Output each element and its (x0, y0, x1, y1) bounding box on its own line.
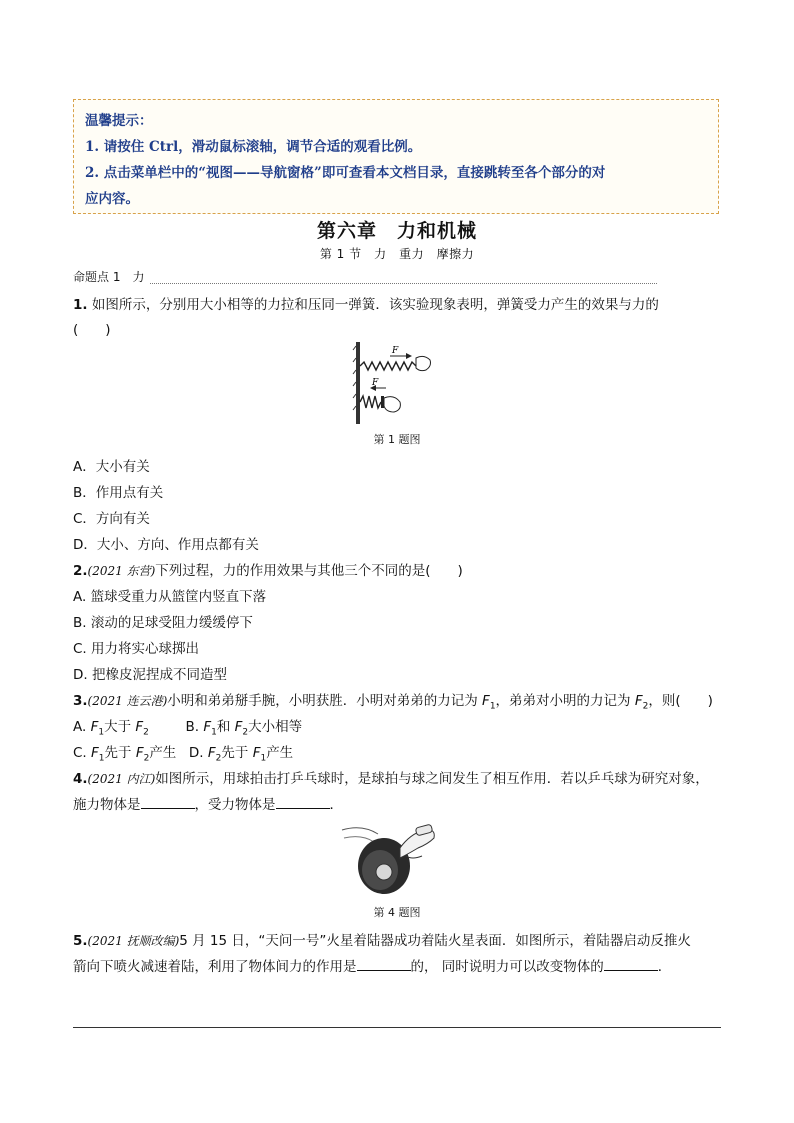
q3-options-row-1 (73, 715, 302, 738)
q4-caption: 第 4 题图 (373, 906, 421, 919)
tip-line-3: 应内容。 (85, 191, 139, 207)
q1-option-a: A．大小有关 (73, 459, 150, 475)
tip-box (73, 99, 719, 214)
q5-number: 5. (73, 933, 88, 949)
tip-title: 温馨提示： (85, 113, 153, 129)
q3-sub-1: 1 (489, 701, 496, 712)
q3-options-row-2 (73, 741, 293, 764)
q4-line-2 (73, 793, 343, 813)
q5-source: (2021 抚顺改编) (87, 934, 180, 948)
q3-source: (2021 连云港) (87, 694, 168, 708)
topic-heading: 命题点 1 力 (73, 270, 145, 284)
q3-option-d: D. $F_2$先于 $F_1$产生 (188, 745, 294, 764)
q2-source: (2021 东营) (87, 564, 156, 578)
q1-option-d: D．大小、方向、作用点都有关 (73, 537, 259, 553)
q4-text-2a: 施力物体是 (73, 797, 141, 813)
q1-bracket: ( ) (73, 322, 111, 338)
q3-symbol-f1: F (482, 693, 490, 709)
q3-text-a: 小明和弟弟掰手腕，小明获胜．小明对弟弟的力记为 (167, 693, 483, 709)
q2-option-a: A. 篮球受重力从篮筐内竖直下落 (73, 589, 267, 605)
chapter-title: 第六章 力和机械 (316, 220, 477, 242)
q2-text: 下列过程，力的作用效果与其他三个不同的是( ) (155, 563, 463, 579)
ping-pong-figure (340, 818, 440, 896)
q2-option-c: C. 用力将实心球掷出 (73, 641, 200, 657)
q2-number: 2. (73, 563, 88, 579)
q1-option-c: C．方向有关 (73, 511, 150, 527)
q5-text-2a: 箭向下喷火减速着陆，利用了物体间力的作用是 (73, 959, 357, 975)
q1-text: 如图所示，分别用大小相等的力拉和压同一弹簧．该实验现象表明，弹簧受力产生的效果与力的 (87, 297, 659, 313)
q3-symbol-f2: F (634, 693, 643, 709)
q3-option-c: C. $F_1$先于 $F_2$产生 (73, 745, 177, 764)
q5-text-2c: ． (657, 959, 672, 975)
q4-blank-2 (276, 796, 330, 809)
q2-stem (73, 559, 463, 579)
spring-figure (350, 340, 432, 426)
q2-option-b: B. 滚动的足球受阻力缓缓停下 (73, 615, 253, 631)
q3-text-c: ，则( ) (648, 693, 713, 709)
q5-blank-2 (604, 958, 658, 971)
q3-number: 3. (73, 693, 88, 709)
q3-option-b: B. $F_1$和 $F_2$大小相等 (185, 719, 303, 738)
q3-text-b: ，弟弟对小明的力记为 (495, 693, 635, 709)
q5-stem (73, 929, 691, 949)
q1-stem (73, 293, 659, 313)
q4-source: (2021 内江) (87, 772, 156, 786)
q4-blank-1 (141, 796, 195, 809)
force-label-bottom: F (372, 378, 379, 388)
q3-stem (73, 689, 713, 712)
section-title: 第 1 节 力 重力 摩擦力 (319, 247, 475, 261)
q2-option-d: D. 把橡皮泥捏成不同造型 (73, 667, 227, 683)
q3-option-a: A. $F_1$大于 $F_2$ (73, 719, 149, 738)
topic-dotted-rule (150, 283, 657, 284)
q1-number: 1. (73, 297, 88, 313)
footer-rule (73, 1027, 721, 1028)
tip-line-2: 2. 点击菜单栏中的“视图——导航窗格”即可查看本文档目录，直接跳转至各个部分的对 (85, 165, 606, 181)
q4-stem (73, 767, 709, 787)
q1-option-b: B．作用点有关 (73, 485, 164, 501)
q4-text: 如图所示，用球拍击打乒乓球时，是球拍与球之间发生了相互作用．若以乒乓球为研究对象， (155, 771, 709, 787)
q5-line-2 (73, 955, 671, 975)
tip-line-1: 1. 请按住 Ctrl，滑动鼠标滚轴，调节合适的观看比例。 (85, 139, 422, 155)
q3-sub-2: 2 (642, 701, 649, 712)
q5-blank-1 (357, 958, 411, 971)
q5-text: 5 月 15 日，“天问一号”火星着陆器成功着陆火星表面．如图所示，着陆器启动反推火 (179, 933, 691, 949)
q4-text-2c: ． (329, 797, 343, 813)
q4-text-2b: ，受力物体是 (194, 797, 276, 813)
q5-text-2b: 的， 同时说明力可以改变物体的 (410, 959, 604, 975)
q4-number: 4. (73, 771, 88, 787)
q1-caption: 第 1 题图 (373, 433, 421, 446)
force-label-top: F (392, 346, 399, 356)
